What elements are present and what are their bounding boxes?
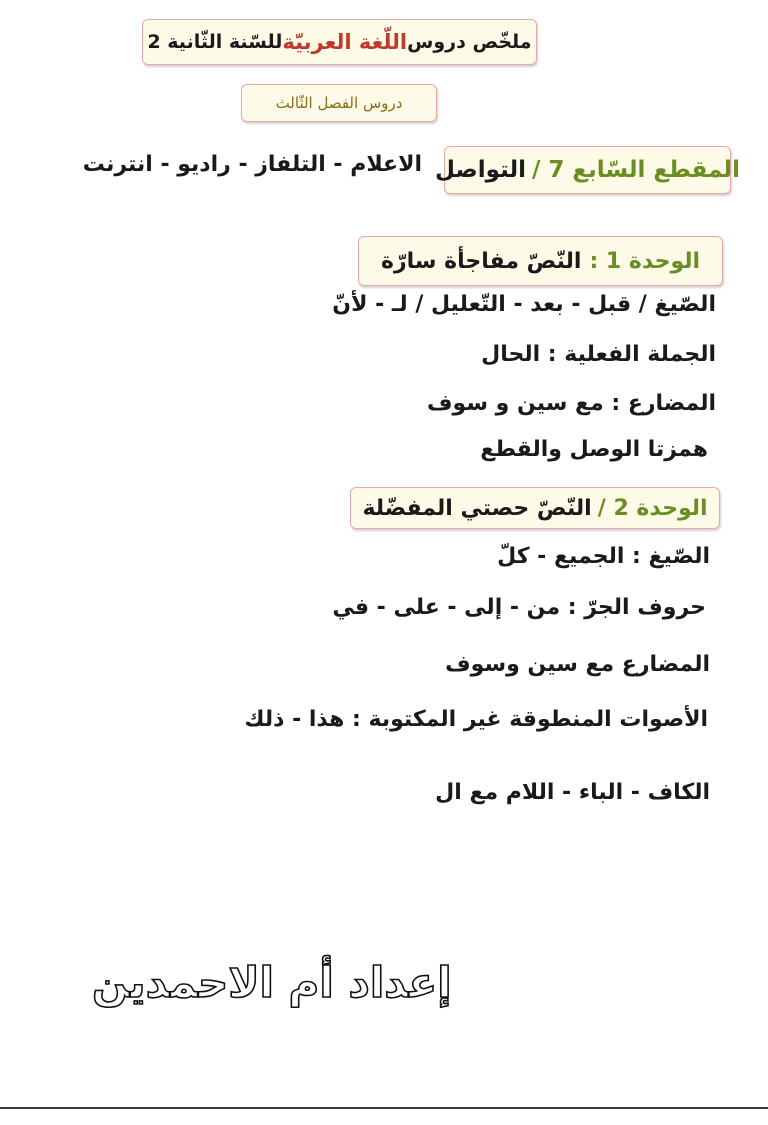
- unit1-line-3: المضارع : مع سين و سوف: [427, 391, 716, 416]
- bottom-divider: [0, 1107, 768, 1109]
- unit2-line-2: حروف الجرّ : من - إلى - على - في: [332, 595, 706, 620]
- subheader-text: دروس الفصل الثّالث: [275, 94, 403, 112]
- title-box: [142, 19, 537, 65]
- unit2-label: الوحدة 2 /: [597, 495, 708, 521]
- section-box: [435, 146, 740, 194]
- section-topics-line: الاعلام - التلفاز - راديو - انترنت: [82, 152, 422, 177]
- unit2-line-3: المضارع مع سين وسوف: [445, 652, 710, 677]
- unit2-box: [350, 487, 720, 529]
- unit2-line-1: الصّيغ : الجميع - كلّ: [497, 544, 710, 569]
- title-prefix: ملخّص دروس: [407, 31, 532, 53]
- unit1-title: النّصّ مفاجأة سارّة: [380, 248, 582, 274]
- unit2-title: النّصّ حصتي المفضّلة: [362, 495, 592, 521]
- unit1-box: [358, 236, 723, 286]
- unit2-line-4: الأصوات المنطوقة غير المكتوبة : هذا - ذلك: [244, 707, 708, 732]
- unit1-line-4: همزتا الوصل والقطع: [480, 437, 708, 462]
- title-suffix: للسّنة الثّانية 2: [147, 31, 283, 53]
- section-topic: التواصل: [435, 157, 526, 183]
- unit1-label: الوحدة 1 :: [589, 248, 701, 274]
- section-label: المقطع السّابع 7 /: [531, 157, 740, 183]
- unit1-line-1: الصّيغ / قبل - بعد - التّعليل / لـ - لأنّ: [332, 292, 716, 317]
- unit1-line-2: الجملة الفعلية : الحال: [481, 342, 716, 367]
- subheader-box: [241, 84, 437, 122]
- credit-signature: إعداد أم الاحمدين: [92, 958, 452, 1007]
- unit2-line-5: الكاف - الباء - اللام مع ال: [435, 780, 710, 805]
- title-highlight: اللّغة العربيّة: [282, 30, 408, 54]
